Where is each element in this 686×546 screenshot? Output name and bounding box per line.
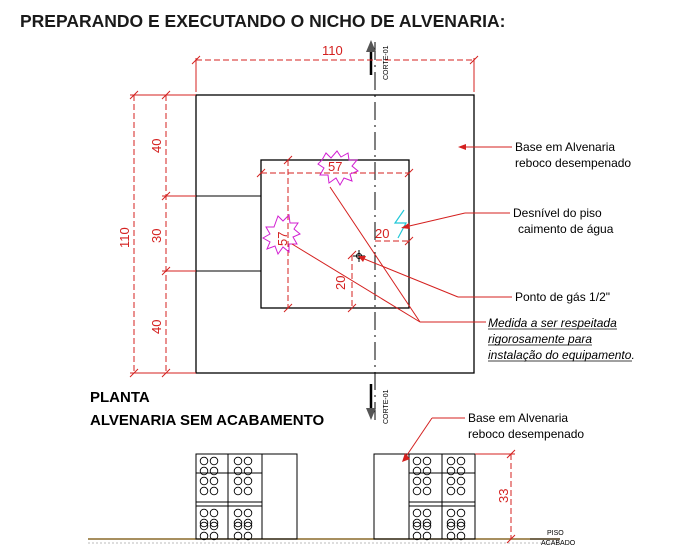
brick-hole [210,467,218,475]
corte-marker-bottom [366,384,390,424]
section-view [88,411,584,546]
brick-holes-left [200,457,252,540]
brick-hole [200,467,208,475]
dim-gas-label: 20 [333,275,348,290]
brick-hole [447,467,455,475]
plan-label-line2: ALVENARIA SEM ACABAMENTO [90,412,325,429]
outer-slab [196,95,474,373]
section-base-line2: reboco desempenado [468,427,585,441]
brick-hole [447,509,455,517]
dim-niche-height-label: 57 [275,231,290,246]
dim-niche-height [263,156,300,312]
brick-hole [423,477,431,485]
dim-section-height [475,450,515,543]
dim-section-height-label: 33 [496,488,511,503]
dim-height-total-label: 110 [117,227,132,248]
brick-hole [413,509,421,517]
brick-hole [423,467,431,475]
dim-slope-label: 20 [375,226,390,241]
brick-hole [413,477,421,485]
annotation-medida-line3: instalação do equipamento. [488,348,635,362]
plan-view [117,40,635,425]
annotation-desnivel-line1: Desnível do piso [513,206,602,220]
brick-hole [244,477,252,485]
brick-hole [210,477,218,485]
brick-hole [423,509,431,517]
piso-label-line1: PISO [547,530,564,537]
brick-hole [244,457,252,465]
brick-hole [447,477,455,485]
dim-width-total-label: 110 [322,43,343,58]
brick-hole [210,509,218,517]
annotation-medida-line1: Medida a ser respeitada [488,316,617,330]
brick-hole [423,457,431,465]
annotation-gas-point: Ponto de gás 1/2" [515,290,610,304]
brick-hole [413,467,421,475]
brick-hole [413,457,421,465]
dim-width-total [192,43,478,92]
brick-hole [447,487,455,495]
brick-hole [210,487,218,495]
brick-hole [457,509,465,517]
section-base-line1: Base em Alvenaria [468,411,569,425]
brick-hole [457,467,465,475]
brick-hole [234,457,242,465]
corte-label-bottom: CORTE-01 [383,389,390,424]
brick-hole [200,509,208,517]
brick-hole [244,509,252,517]
brick-hole [234,477,242,485]
dim-gas [333,251,356,312]
brick-hole [234,509,242,517]
annotation-base-line1: Base em Alvenaria [515,140,616,154]
dim-segment-mid-label: 30 [149,228,164,243]
annotation-base-line2: reboco desempenado [515,156,632,170]
brick-hole [423,487,431,495]
brick-hole [200,457,208,465]
annotation-medida-line2: rigorosamente para [488,332,593,346]
corte-label-top: CORTE-01 [383,45,390,80]
brick-hole [200,477,208,485]
brick-hole [413,487,421,495]
brick-hole [447,457,455,465]
brick-hole [457,477,465,485]
brick-hole [234,487,242,495]
dim-niche-width [257,151,413,185]
dim-segments [149,91,196,377]
brick-hole [244,487,252,495]
slope-arrow-icon [395,210,406,238]
brick-hole [210,457,218,465]
page-title: PREPARANDO E EXECUTANDO O NICHO DE ALVENARIA: [20,11,506,31]
plan-label-line1: PLANTA [90,389,150,406]
brick-hole [244,467,252,475]
piso-label-line2: ACABADO [541,540,576,546]
brick-hole [200,487,208,495]
dim-segment-bottom-label: 40 [149,319,164,334]
annotation-desnivel-line2: caimento de água [518,222,614,236]
brick-holes-right [413,457,465,540]
brick-hole [234,467,242,475]
brick-hole [457,457,465,465]
brick-hole [457,487,465,495]
dim-niche-width-label: 57 [328,159,343,174]
dim-segment-top-label: 40 [149,138,164,153]
leaders [292,144,512,322]
